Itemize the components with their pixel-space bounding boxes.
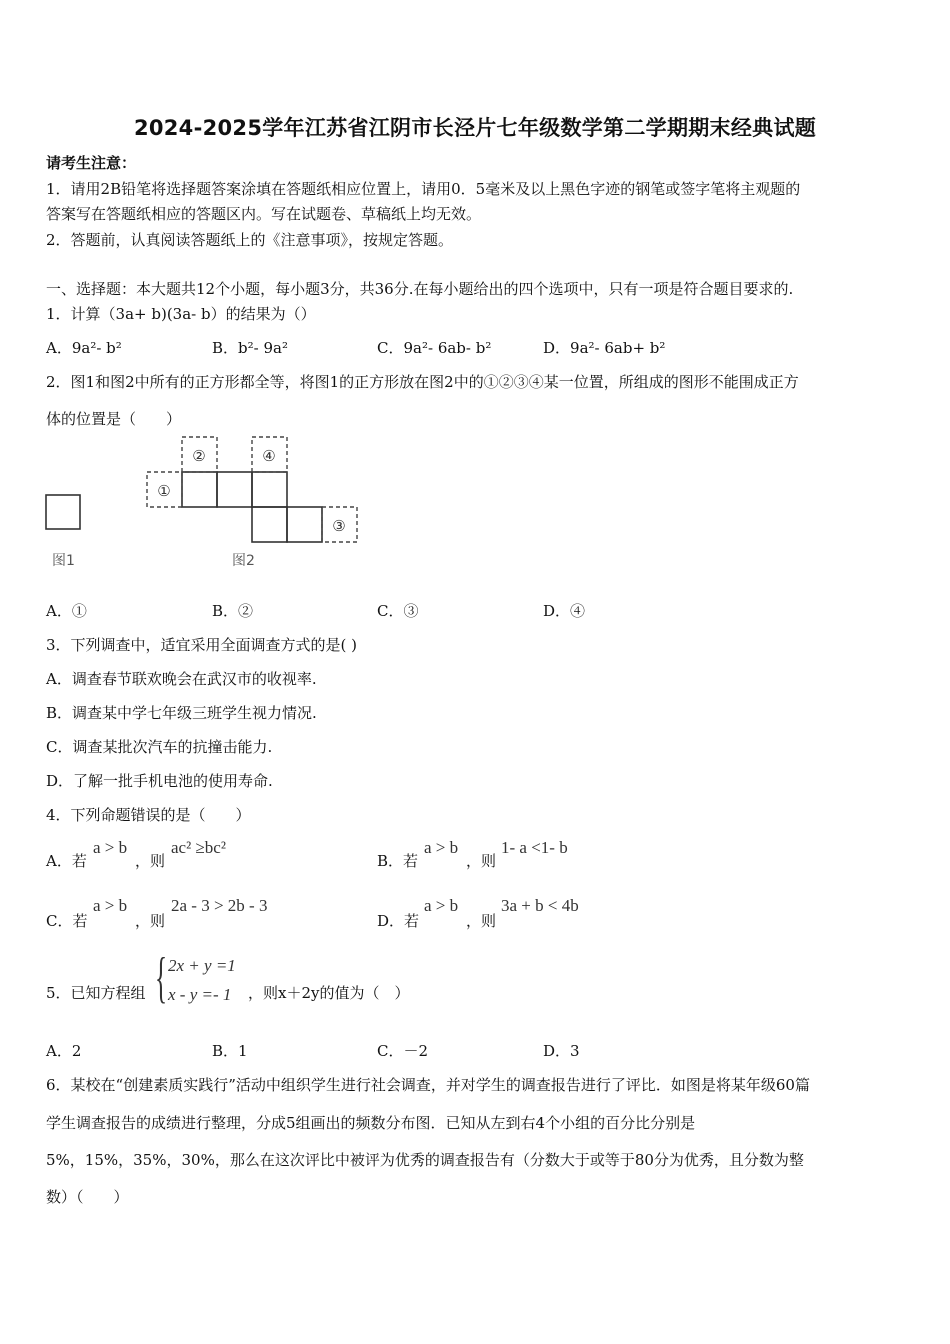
q2-option-b: B．② xyxy=(212,602,254,620)
cube-net-figure xyxy=(40,432,370,577)
q2-option-a: A．① xyxy=(46,602,87,620)
q4-option-d-then: ，则 xyxy=(466,912,497,930)
q4-option-b-condition: a > b xyxy=(424,838,459,857)
fig2-net xyxy=(182,472,322,542)
q4-option-c-result: 2a - 3 > 2b - 3 xyxy=(171,896,268,915)
q5-stem-suffix: ，则x＋2y的值为（ ） xyxy=(248,984,410,1002)
q3-option-b: B．调查某中学七年级三班学生视力情况. xyxy=(46,704,317,722)
notice-line-3: 2．答题前，认真阅读答题纸上的《注意事项》，按规定答题。 xyxy=(46,231,454,249)
q1-stem: 1．计算（3a+ b)(3a- b）的结果为（） xyxy=(46,305,316,323)
q2-stem-line-2: 体的位置是（ ） xyxy=(46,410,182,428)
q4-option-c-prefix: C．若 xyxy=(46,912,88,930)
fig1-label: 图1 xyxy=(52,553,75,569)
position-1-label: ① xyxy=(157,482,171,500)
q4-option-b-then: ，则 xyxy=(466,852,497,870)
notice-line-1: 1．请用2B铅笔将选择题答案涂填在答题纸相应位置上，请用0．5毫米及以上黑色字迹的钢笔或签字笔将主观题的 xyxy=(46,180,801,198)
q5-option-c: C．－2 xyxy=(377,1042,429,1060)
q6-line-3: 5%，15%，35%，30%，那么在这次评比中被评为优秀的调查报告有（分数大于或等于80分为优秀，且分数为整 xyxy=(46,1151,804,1169)
q2-option-d: D．④ xyxy=(543,602,586,620)
q4-stem: 4．下列命题错误的是（ ） xyxy=(46,806,251,824)
q2-stem-line-1: 2．图1和图2中所有的正方形都全等，将图1的正方形放在图2中的①②③④某一位置，所组成的图形不能围成正方 xyxy=(46,373,799,391)
q4-option-b-prefix: B．若 xyxy=(377,852,419,870)
q4-option-c-condition: a > b xyxy=(93,896,128,915)
q5-option-a: A．2 xyxy=(46,1042,82,1060)
q4-option-d-prefix: D．若 xyxy=(377,912,420,930)
q4-option-a-then: ，则 xyxy=(135,852,166,870)
position-2-label: ② xyxy=(192,447,206,465)
page-title: 2024-2025学年江苏省江阴市长泾片七年级数学第二学期期末经典试题 xyxy=(133,116,817,140)
q5-option-d: D．3 xyxy=(543,1042,580,1060)
equation-brace: { xyxy=(155,947,168,1009)
q3-option-d: D．了解一批手机电池的使用寿命. xyxy=(46,772,273,790)
q5-stem-prefix: 5．已知方程组 xyxy=(46,984,146,1002)
q5-option-b: B．1 xyxy=(212,1042,248,1060)
section-heading: 一、选择题：本大题共12个小题，每小题3分，共36分.在每小题给出的四个选项中，只有一项是符合题目要求的. xyxy=(46,280,794,298)
q4-option-a-prefix: A．若 xyxy=(46,852,87,870)
fig1-square xyxy=(46,495,80,529)
q1-option-c: C．9a²- 6ab- b² xyxy=(377,339,492,357)
q6-line-2: 学生调查报告的成绩进行整理，分成5组画出的频数分布图．已知从左到右4个小组的百分比分别是 xyxy=(46,1114,696,1132)
q4-option-d-condition: a > b xyxy=(424,896,459,915)
q5-equation-2: x - y =- 1 xyxy=(168,985,232,1004)
q6-line-4: 数）（ ） xyxy=(46,1188,129,1206)
q1-option-a: A．9a²- b² xyxy=(46,339,122,357)
q4-option-b-result: 1- a <1- b xyxy=(501,838,568,857)
q3-stem: 3．下列调查中，适宜采用全面调查方式的是( ) xyxy=(46,636,358,654)
q4-option-c-then: ，则 xyxy=(135,912,166,930)
q6-line-1: 6．某校在“创建素质实践行”活动中组织学生进行社会调查，并对学生的调查报告进行了评比．如图是将某年级60篇 xyxy=(46,1076,810,1094)
position-3-label: ③ xyxy=(332,517,346,535)
q4-option-a-result: ac² ≥bc² xyxy=(171,838,226,857)
notice-line-2: 答案写在答题纸相应的答题区内。写在试题卷、草稿纸上均无效。 xyxy=(46,205,482,223)
position-4-label: ④ xyxy=(262,447,276,465)
q1-option-d: D．9a²- 6ab+ b² xyxy=(543,339,666,357)
notice-heading: 请考生注意： xyxy=(46,154,137,172)
q3-option-a: A．调查春节联欢晚会在武汉市的收视率. xyxy=(46,670,317,688)
q5-equation-1: 2x + y =1 xyxy=(168,956,236,975)
q3-option-c: C．调查某批次汽车的抗撞击能力. xyxy=(46,738,273,756)
q4-option-a-condition: a > b xyxy=(93,838,128,857)
q2-option-c: C．③ xyxy=(377,602,419,620)
q1-option-b: B．b²- 9a² xyxy=(212,339,288,357)
q4-option-d-result: 3a + b < 4b xyxy=(501,896,579,915)
fig2-label: 图2 xyxy=(232,553,255,569)
